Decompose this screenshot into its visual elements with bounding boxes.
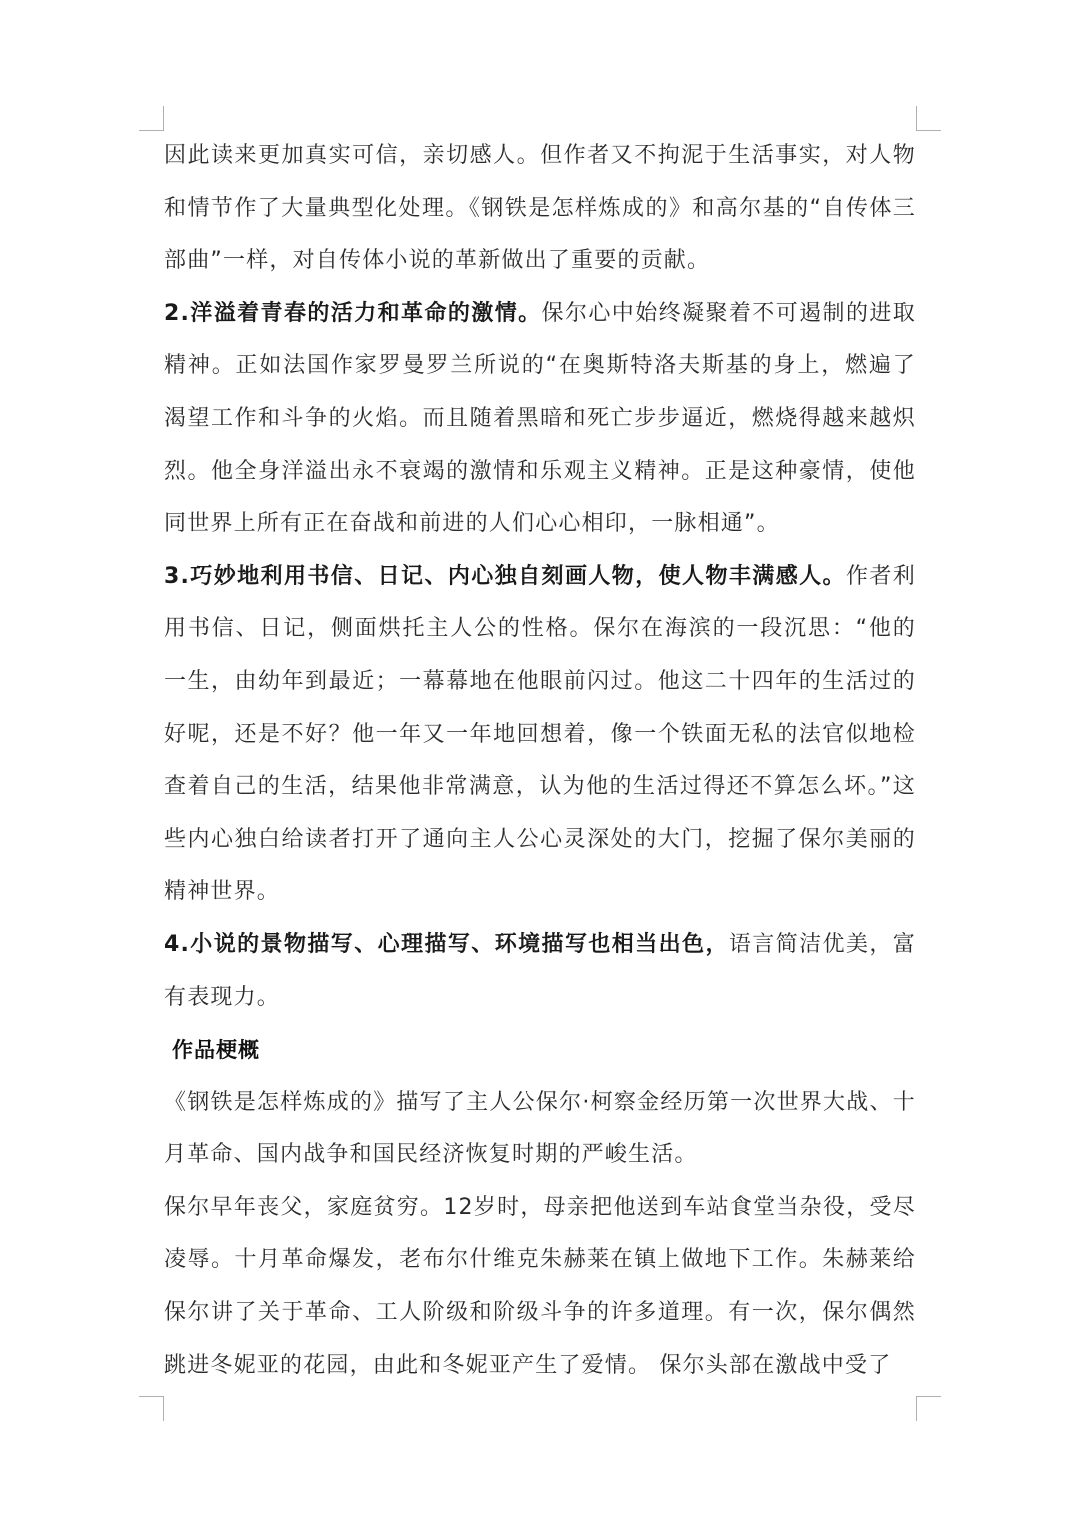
paragraph-text: 保尔早年丧父，家庭贫穷。12岁时，母亲把他送到车站食堂当杂役，受尽凌辱。十月革命爆发，老布尔什维克朱赫莱在镇上做地下工作。朱赫莱给保尔讲了关于革命、工人阶级和阶级斗争的许多道理。有一次，保尔偶然跳进冬妮亚的花园，由此和冬妮亚产生了爱情。 保尔头部在激战中受了 xyxy=(164,1194,916,1378)
summary-paragraph-2 xyxy=(164,1182,916,1392)
paragraph-lead: 3.巧妙地利用书信、日记、内心独自刻画人物，使人物丰满感人。 xyxy=(164,563,846,589)
paragraph-text: 因此读来更加真实可信，亲切感人。但作者又不拘泥于生活事实，对人物和情节作了大量典型化处理。《钢铁是怎样炼成的》和高尔基的“自传体三部曲”一样，对自传体小说的革新做出了重要的贡献。 xyxy=(164,143,916,274)
summary-paragraph-1 xyxy=(164,1077,916,1182)
document-body xyxy=(164,130,916,1392)
paragraph-text: 作者利用书信、日记，侧面烘托主人公的性格。保尔在海滨的一段沉思：“他的一生，由幼年到最近；一幕幕地在他眼前闪过。他这二十四年的生活过的好呢，还是不好？他一年又一年地回想着，像一个铁面无私的法官似地检查着自己的生活，结果他非常满意，认为他的生活过得还不算怎么坏。”这些内心独白给读者打开了通向主人公心灵深处的大门，挖掘了保尔美丽的精神世界。 xyxy=(164,563,916,905)
paragraph-text: 保尔心中始终凝聚着不可遏制的进取精神。正如法国作家罗曼罗兰所说的“在奥斯特洛夫斯基的身上，燃遍了渴望工作和斗争的火焰。而且随着黑暗和死亡步步逼近，燃烧得越来越炽烈。他全身洋溢出永不衰竭的激情和乐观主义精神。正是这种豪情，使他同世界上所有正在奋战和前进的人们心心相印，一脉相通”。 xyxy=(164,300,916,537)
paragraph-point-3 xyxy=(164,551,916,919)
paragraph-autobiographical xyxy=(164,130,916,288)
crop-mark-bottom-left xyxy=(139,1396,164,1421)
paragraph-lead: 4.小说的景物描写、心理描写、环境描写也相当出色， xyxy=(164,931,729,957)
paragraph-text: 《钢铁是怎样炼成的》描写了主人公保尔·柯察金经历第一次世界大战、十月革命、国内战争和国民经济恢复时期的严峻生活。 xyxy=(164,1089,916,1168)
crop-mark-top-left xyxy=(139,106,164,131)
crop-mark-top-right xyxy=(916,106,941,131)
section-heading: 作品梗概 xyxy=(172,1038,260,1063)
crop-mark-bottom-right xyxy=(916,1396,941,1421)
paragraph-lead: 2.洋溢着青春的活力和革命的激情。 xyxy=(164,300,542,326)
paragraph-point-2 xyxy=(164,288,916,551)
paragraph-text: 语言简洁优美，富有表现力。 xyxy=(164,931,916,1010)
paragraph-point-4 xyxy=(164,919,916,1024)
